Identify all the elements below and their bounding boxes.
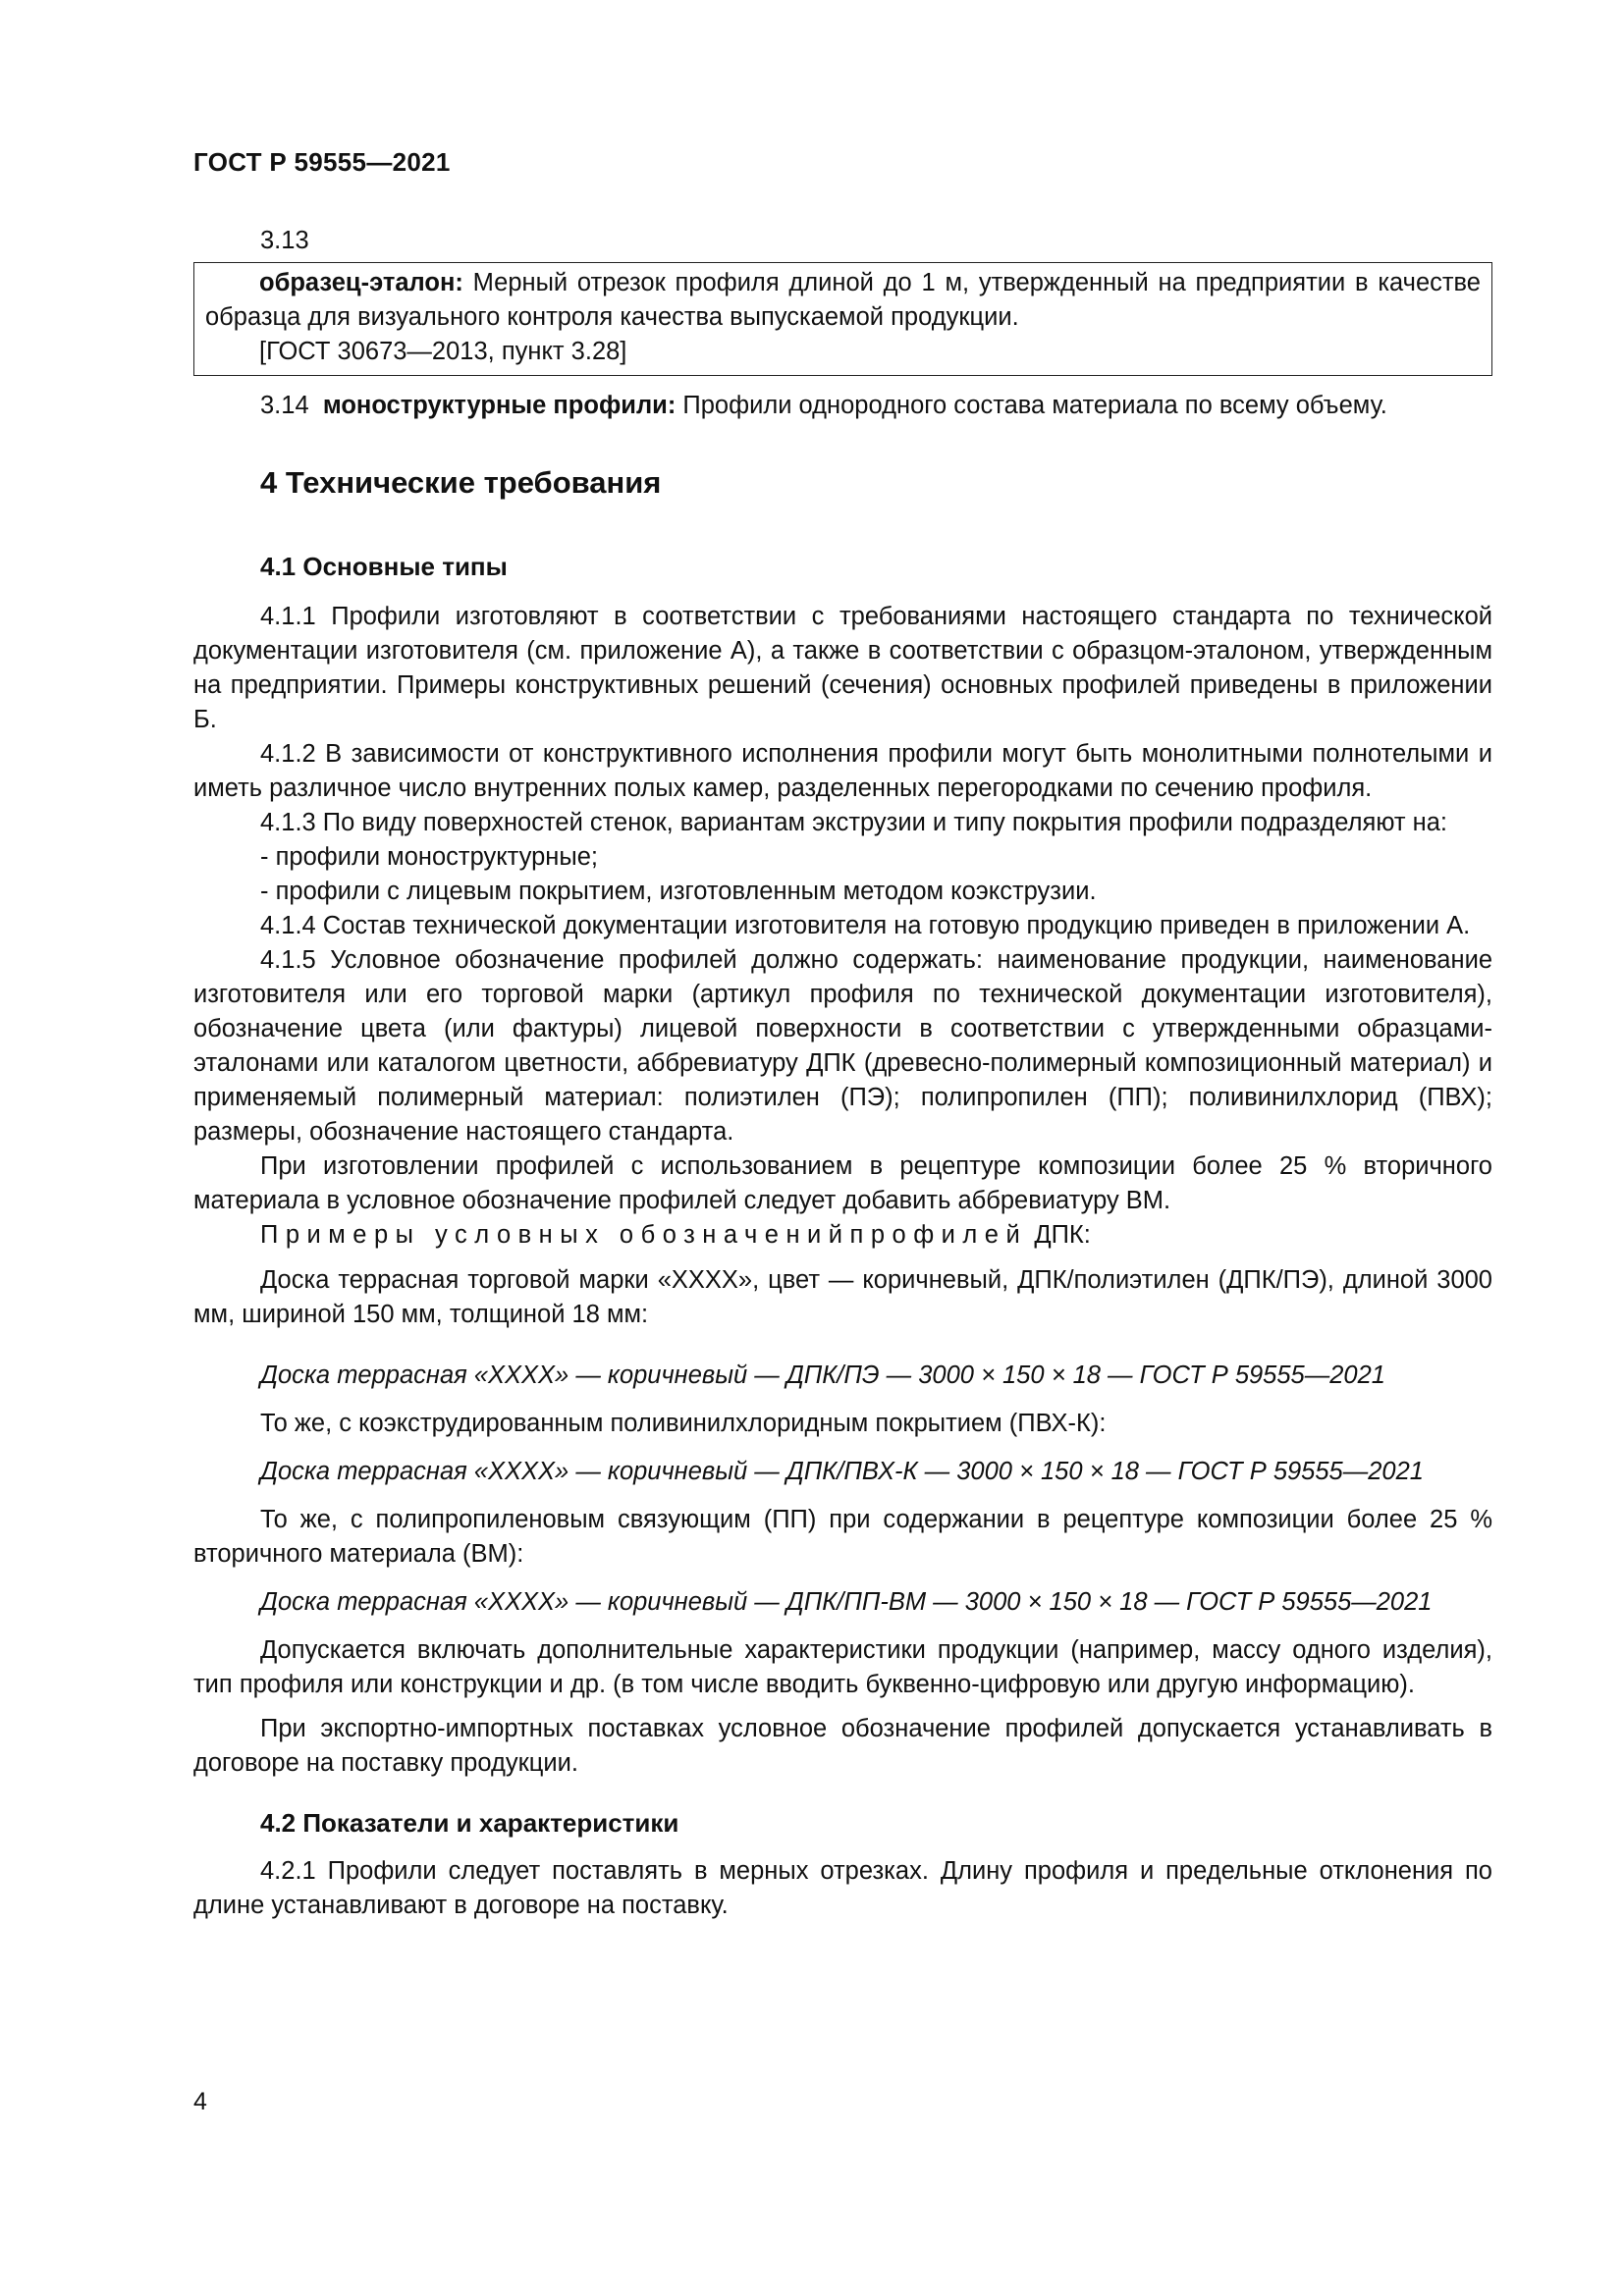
subsection-4-1-title: 4.1 Основные типы: [260, 552, 508, 581]
page-number: 4: [193, 2088, 207, 2115]
subsection-4-2-title: 4.2 Показатели и характеристики: [260, 1808, 679, 1838]
term-3-13-definition: [205, 266, 1481, 335]
term-3-14-term: моноструктурные профили:: [322, 392, 677, 419]
term-3-13-term: образец-эталон:: [259, 269, 463, 296]
term-3-13-text: Мерный отрезок профиля длиной до 1 м, утвержденный на предприятии в качестве образца для визуального контроля качества выпускаемой продукции.: [205, 269, 1481, 331]
example-3-designation: Доска террасная «ХХХХ» — коричневый — ДПК/ПП-ВМ — 3000 × 150 × 18 — ГОСТ Р 59555—2021: [260, 1588, 1433, 1616]
section-4-heading-wrap: [193, 465, 1492, 500]
term-3-13-number: 3.13: [260, 227, 309, 254]
term-3-14-text: Профили однородного состава материала по всему объему.: [676, 392, 1387, 419]
term-3-14-paragraph: [193, 389, 1492, 423]
example-3-description: То же, с полипропиленовым связующим (ПП) при содержании в рецептуре композиции более 25 % вторичного материала (ВМ):: [193, 1506, 1492, 1568]
definition-box: [193, 262, 1492, 376]
examples-heading-tail: ДПК:: [1027, 1221, 1091, 1249]
paragraph-4-1-5: 4.1.5 Условное обозначение профилей должно содержать: наименование продукции, наименование изготовителя или его торговой марки (артикул профиля по технической документации изготовителя), обозначение цвета (или фактуры) лицевой поверхности в соответствии с утвержденными образцами-эталонами или каталогом цветности, аббревиатуру ДПК (древесно-полимерный композиционный материал) и применяемый полимерный материал: полиэтилен (ПЭ); полипропилен (ПП); поливинилхлорид (ПВХ); размеры, обозначение настоящего стандарта.: [193, 946, 1492, 1146]
term-3-13-reference: [ГОСТ 30673—2013, пункт 3.28]: [259, 338, 627, 365]
section-4-title: 4 Технические требования: [260, 465, 662, 500]
examples-heading-spaced: Примеры условных обозначенийпрофилей: [260, 1221, 1028, 1249]
paragraph-additional-characteristics: Допускается включать дополнительные характеристики продукции (например, массу одного изделия), тип профиля или конструкции и др. (в том числе вводить буквенно-цифровую или другую информацию).: [193, 1636, 1492, 1698]
term-3-14-number: 3.14: [260, 392, 309, 419]
list-item-monostructural: - профили моноструктурные;: [260, 843, 598, 871]
example-1-designation: Доска террасная «ХХХХ» — коричневый — ДПК/ПЭ — 3000 × 150 × 18 — ГОСТ Р 59555—2021: [260, 1362, 1385, 1389]
section-4-1-body: [193, 600, 1492, 1923]
examples-heading: [193, 1218, 1492, 1253]
paragraph-4-1-2: 4.1.2 В зависимости от конструктивного исполнения профили могут быть монолитными полнотелыми и иметь различное число внутренних полых камер, разделенных перегородками по сечению профиля.: [193, 740, 1492, 802]
example-1-description: Доска террасная торговой марки «ХХХХ», цвет — коричневый, ДПК/полиэтилен (ДПК/ПЭ), длиной 3000 мм, шириной 150 мм, толщиной 18 мм:: [193, 1266, 1492, 1328]
example-2-designation: Доска террасная «ХХХХ» — коричневый — ДПК/ПВХ-К — 3000 × 150 × 18 — ГОСТ Р 59555—2021: [260, 1458, 1424, 1485]
example-2-description: То же, с коэкструдированным поливинилхлоридным покрытием (ПВХ-К):: [260, 1410, 1107, 1437]
subsection-4-1-heading-wrap: [193, 550, 1492, 584]
paragraph-4-1-4: 4.1.4 Состав технической документации изготовителя на готовую продукцию приведен в приложении А.: [260, 912, 1471, 939]
paragraph-4-1-1: 4.1.1 Профили изготовляют в соответствии с требованиями настоящего стандарта по технической документации изготовителя (см. приложение А), а также в соответствии с образцом-эталоном, утвержденным на предприятии. Примеры конструктивных решений (сечения) основных профилей приведены в приложении Б.: [193, 603, 1492, 733]
standard-header: ГОСТ Р 59555—2021: [193, 147, 451, 177]
term-3-14-block: [193, 389, 1492, 423]
paragraph-4-2-1: 4.2.1 Профили следует поставлять в мерных отрезках. Длину профиля и предельные отклонения по длине устанавливают в договоре на поставку.: [193, 1857, 1492, 1919]
paragraph-4-1-3: 4.1.3 По виду поверхностей стенок, вариантам экструзии и типу покрытия профили подразделяют на:: [260, 809, 1447, 836]
term-3-13-block: [193, 224, 1492, 376]
list-item-coextrusion: - профили с лицевым покрытием, изготовленным методом коэкструзии.: [260, 878, 1097, 905]
paragraph-4-1-5-secondary: При изготовлении профилей с использованием в рецептуре композиции более 25 % вторичного материала в условное обозначение профилей следует добавить аббревиатуру ВМ.: [193, 1152, 1492, 1214]
paragraph-export-import: При экспортно-импортных поставках условное обозначение профилей допускается устанавливать в договоре на поставку продукции.: [193, 1715, 1492, 1777]
